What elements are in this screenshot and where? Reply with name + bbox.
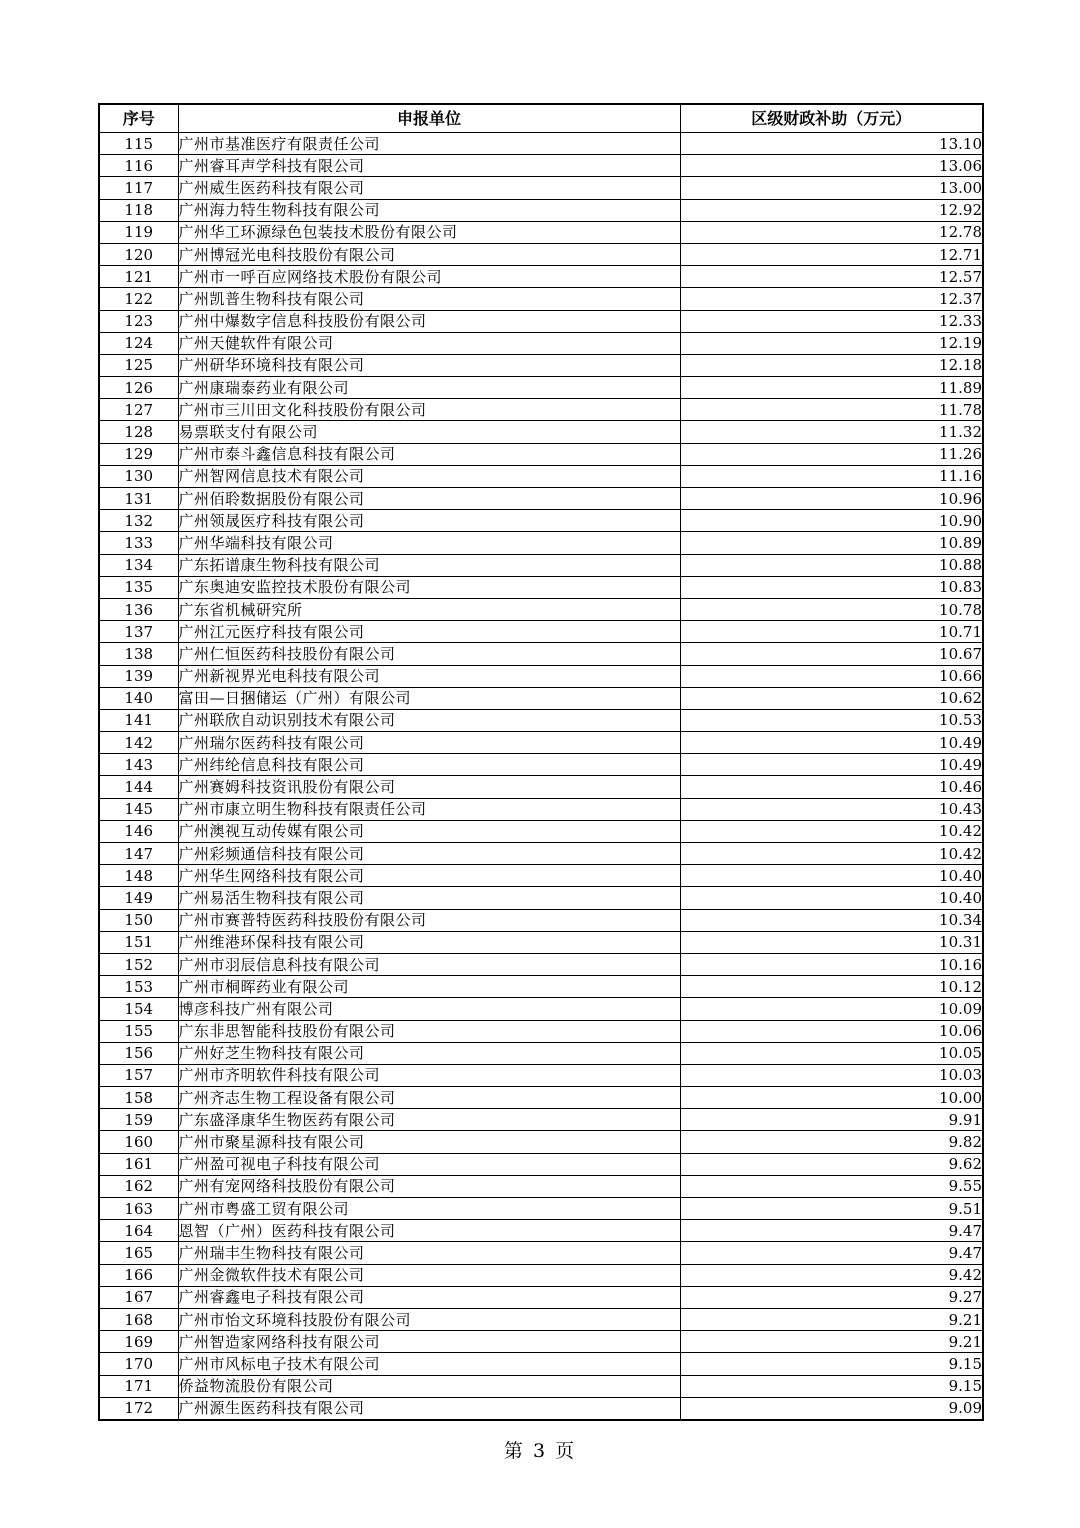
table-row xyxy=(99,865,983,887)
applicant-unit-cell: 广州领晟医疗科技有限公司 xyxy=(178,510,680,532)
applicant-unit-cell: 广州瑞丰生物科技有限公司 xyxy=(178,1242,680,1264)
subsidy-amount-cell: 11.89 xyxy=(680,377,983,399)
serial-number-cell: 126 xyxy=(99,377,178,399)
table-row xyxy=(99,488,983,510)
subsidy-amount-cell: 10.31 xyxy=(680,931,983,953)
subsidy-amount-cell: 13.00 xyxy=(680,177,983,199)
applicant-unit-cell: 广州市怡文环境科技股份有限公司 xyxy=(178,1308,680,1330)
subsidy-amount-cell: 9.91 xyxy=(680,1109,983,1131)
serial-number-cell: 129 xyxy=(99,443,178,465)
table-row xyxy=(99,798,983,820)
subsidy-amount-cell: 11.16 xyxy=(680,465,983,487)
table-row xyxy=(99,598,983,620)
applicant-unit-cell: 广州博冠光电科技股份有限公司 xyxy=(178,243,680,265)
table-row xyxy=(99,1331,983,1353)
serial-number-cell: 163 xyxy=(99,1198,178,1220)
applicant-unit-cell: 广州市粤盛工贸有限公司 xyxy=(178,1198,680,1220)
serial-number-cell: 153 xyxy=(99,976,178,998)
table-row xyxy=(99,1198,983,1220)
subsidy-amount-cell: 10.78 xyxy=(680,598,983,620)
subsidy-amount-cell: 12.78 xyxy=(680,221,983,243)
applicant-unit-cell: 广州仁恒医药科技股份有限公司 xyxy=(178,643,680,665)
table-row xyxy=(99,732,983,754)
table-row xyxy=(99,909,983,931)
table-row xyxy=(99,687,983,709)
subsidy-amount-cell: 10.66 xyxy=(680,665,983,687)
subsidy-amount-cell: 13.10 xyxy=(680,133,983,155)
table-row xyxy=(99,1264,983,1286)
applicant-unit-cell: 广州市齐明软件科技有限公司 xyxy=(178,1064,680,1086)
serial-number-cell: 130 xyxy=(99,465,178,487)
subsidy-amount-cell: 9.27 xyxy=(680,1286,983,1308)
subsidy-amount-cell: 10.42 xyxy=(680,820,983,842)
applicant-unit-cell: 广州源生医药科技有限公司 xyxy=(178,1397,680,1420)
serial-number-cell: 157 xyxy=(99,1064,178,1086)
serial-number-cell: 161 xyxy=(99,1153,178,1175)
applicant-unit-cell: 广州睿鑫电子科技有限公司 xyxy=(178,1286,680,1308)
serial-number-cell: 155 xyxy=(99,1020,178,1042)
table-row xyxy=(99,465,983,487)
serial-number-cell: 120 xyxy=(99,243,178,265)
table-row xyxy=(99,665,983,687)
table-row xyxy=(99,199,983,221)
serial-number-cell: 133 xyxy=(99,532,178,554)
applicant-unit-cell: 广州市聚星源科技有限公司 xyxy=(178,1131,680,1153)
applicant-unit-cell: 广州智造家网络科技有限公司 xyxy=(178,1331,680,1353)
table-row xyxy=(99,754,983,776)
applicant-unit-cell: 广东奥迪安监控技术股份有限公司 xyxy=(178,576,680,598)
table-row xyxy=(99,266,983,288)
subsidy-amount-cell: 10.49 xyxy=(680,732,983,754)
serial-number-cell: 117 xyxy=(99,177,178,199)
applicant-unit-cell: 广州澳视互动传媒有限公司 xyxy=(178,820,680,842)
subsidy-amount-cell: 10.06 xyxy=(680,1020,983,1042)
serial-number-cell: 122 xyxy=(99,288,178,310)
applicant-unit-cell: 广东盛泽康华生物医药有限公司 xyxy=(178,1109,680,1131)
table-row xyxy=(99,1042,983,1064)
serial-number-cell: 156 xyxy=(99,1042,178,1064)
applicant-unit-cell: 广州华工环源绿色包装技术股份有限公司 xyxy=(178,221,680,243)
applicant-unit-cell: 广东拓谱康生物科技有限公司 xyxy=(178,554,680,576)
serial-number-cell: 170 xyxy=(99,1353,178,1375)
header-serial-number: 序号 xyxy=(99,104,178,133)
subsidy-amount-cell: 9.21 xyxy=(680,1308,983,1330)
serial-number-cell: 140 xyxy=(99,687,178,709)
serial-number-cell: 128 xyxy=(99,421,178,443)
subsidy-amount-cell: 10.16 xyxy=(680,953,983,975)
table-row xyxy=(99,399,983,421)
subsidy-amount-cell: 10.12 xyxy=(680,976,983,998)
serial-number-cell: 137 xyxy=(99,621,178,643)
applicant-unit-cell: 广州睿耳声学科技有限公司 xyxy=(178,155,680,177)
subsidy-amount-cell: 11.78 xyxy=(680,399,983,421)
applicant-unit-cell: 广州市康立明生物科技有限责任公司 xyxy=(178,798,680,820)
table-row xyxy=(99,1064,983,1086)
serial-number-cell: 147 xyxy=(99,843,178,865)
subsidy-table xyxy=(98,103,984,1421)
subsidy-amount-cell: 12.33 xyxy=(680,310,983,332)
subsidy-amount-cell: 10.62 xyxy=(680,687,983,709)
subsidy-amount-cell: 9.15 xyxy=(680,1353,983,1375)
subsidy-amount-cell: 12.19 xyxy=(680,332,983,354)
subsidy-amount-cell: 12.71 xyxy=(680,243,983,265)
table-row xyxy=(99,1153,983,1175)
table-row xyxy=(99,1220,983,1242)
subsidy-amount-cell: 10.89 xyxy=(680,532,983,554)
subsidy-amount-cell: 10.03 xyxy=(680,1064,983,1086)
table-row xyxy=(99,133,983,155)
subsidy-amount-cell: 12.37 xyxy=(680,288,983,310)
table-row xyxy=(99,443,983,465)
applicant-unit-cell: 广州市基准医疗有限责任公司 xyxy=(178,133,680,155)
subsidy-amount-cell: 10.09 xyxy=(680,998,983,1020)
subsidy-amount-cell: 10.90 xyxy=(680,510,983,532)
applicant-unit-cell: 广州市赛普特医药科技股份有限公司 xyxy=(178,909,680,931)
subsidy-amount-cell: 10.05 xyxy=(680,1042,983,1064)
subsidy-amount-cell: 9.47 xyxy=(680,1242,983,1264)
subsidy-amount-cell: 10.43 xyxy=(680,798,983,820)
subsidy-amount-cell: 9.09 xyxy=(680,1397,983,1420)
applicant-unit-cell: 广州市风标电子技术有限公司 xyxy=(178,1353,680,1375)
serial-number-cell: 125 xyxy=(99,354,178,376)
applicant-unit-cell: 广州威生医药科技有限公司 xyxy=(178,177,680,199)
serial-number-cell: 124 xyxy=(99,332,178,354)
subsidy-amount-cell: 9.82 xyxy=(680,1131,983,1153)
table-row xyxy=(99,621,983,643)
serial-number-cell: 115 xyxy=(99,133,178,155)
subsidy-amount-cell: 9.47 xyxy=(680,1220,983,1242)
table-row xyxy=(99,332,983,354)
applicant-unit-cell: 广州市一呼百应网络技术股份有限公司 xyxy=(178,266,680,288)
page-number: 第 3 页 xyxy=(503,1440,577,1462)
table-row xyxy=(99,931,983,953)
applicant-unit-cell: 广州华端科技有限公司 xyxy=(178,532,680,554)
applicant-unit-cell: 富田—日捆储运（广州）有限公司 xyxy=(178,687,680,709)
serial-number-cell: 162 xyxy=(99,1175,178,1197)
applicant-unit-cell: 侨益物流股份有限公司 xyxy=(178,1375,680,1397)
subsidy-amount-cell: 9.15 xyxy=(680,1375,983,1397)
applicant-unit-cell: 广州纬纶信息科技有限公司 xyxy=(178,754,680,776)
applicant-unit-cell: 广州中爆数字信息科技股份有限公司 xyxy=(178,310,680,332)
applicant-unit-cell: 博彦科技广州有限公司 xyxy=(178,998,680,1020)
table-row xyxy=(99,976,983,998)
subsidy-amount-cell: 10.34 xyxy=(680,909,983,931)
table-header-row xyxy=(99,104,983,133)
serial-number-cell: 144 xyxy=(99,776,178,798)
applicant-unit-cell: 广州市桐晖药业有限公司 xyxy=(178,976,680,998)
table-row xyxy=(99,1109,983,1131)
serial-number-cell: 158 xyxy=(99,1087,178,1109)
subsidy-amount-cell: 10.88 xyxy=(680,554,983,576)
applicant-unit-cell: 广州华生网络科技有限公司 xyxy=(178,865,680,887)
subsidy-amount-cell: 10.42 xyxy=(680,843,983,865)
subsidy-amount-cell: 10.49 xyxy=(680,754,983,776)
table-row xyxy=(99,1242,983,1264)
serial-number-cell: 171 xyxy=(99,1375,178,1397)
table-row xyxy=(99,377,983,399)
header-subsidy-amount: 区级财政补助（万元） xyxy=(680,104,983,133)
applicant-unit-cell: 广州瑞尔医药科技有限公司 xyxy=(178,732,680,754)
subsidy-amount-cell: 9.51 xyxy=(680,1198,983,1220)
applicant-unit-cell: 广州江元医疗科技有限公司 xyxy=(178,621,680,643)
applicant-unit-cell: 恩智（广州）医药科技有限公司 xyxy=(178,1220,680,1242)
subsidy-amount-cell: 9.42 xyxy=(680,1264,983,1286)
serial-number-cell: 167 xyxy=(99,1286,178,1308)
table-body xyxy=(99,133,983,1420)
serial-number-cell: 143 xyxy=(99,754,178,776)
serial-number-cell: 134 xyxy=(99,554,178,576)
subsidy-amount-cell: 12.18 xyxy=(680,354,983,376)
applicant-unit-cell: 广州研华环境科技有限公司 xyxy=(178,354,680,376)
subsidy-amount-cell: 11.26 xyxy=(680,443,983,465)
applicant-unit-cell: 广州康瑞泰药业有限公司 xyxy=(178,377,680,399)
applicant-unit-cell: 易票联支付有限公司 xyxy=(178,421,680,443)
applicant-unit-cell: 广州智网信息技术有限公司 xyxy=(178,465,680,487)
serial-number-cell: 154 xyxy=(99,998,178,1020)
subsidy-amount-cell: 12.92 xyxy=(680,199,983,221)
serial-number-cell: 141 xyxy=(99,709,178,731)
table-row xyxy=(99,1087,983,1109)
serial-number-cell: 159 xyxy=(99,1109,178,1131)
serial-number-cell: 148 xyxy=(99,865,178,887)
table-row xyxy=(99,709,983,731)
serial-number-cell: 127 xyxy=(99,399,178,421)
subsidy-amount-cell: 12.57 xyxy=(680,266,983,288)
subsidy-amount-cell: 9.21 xyxy=(680,1331,983,1353)
serial-number-cell: 169 xyxy=(99,1331,178,1353)
table-row xyxy=(99,998,983,1020)
serial-number-cell: 119 xyxy=(99,221,178,243)
serial-number-cell: 165 xyxy=(99,1242,178,1264)
serial-number-cell: 142 xyxy=(99,732,178,754)
applicant-unit-cell: 广州盈可视电子科技有限公司 xyxy=(178,1153,680,1175)
serial-number-cell: 118 xyxy=(99,199,178,221)
subsidy-amount-cell: 10.00 xyxy=(680,1087,983,1109)
serial-number-cell: 151 xyxy=(99,931,178,953)
serial-number-cell: 160 xyxy=(99,1131,178,1153)
serial-number-cell: 149 xyxy=(99,887,178,909)
applicant-unit-cell: 广州市三川田文化科技股份有限公司 xyxy=(178,399,680,421)
table-row xyxy=(99,1353,983,1375)
serial-number-cell: 136 xyxy=(99,598,178,620)
table-row xyxy=(99,510,983,532)
serial-number-cell: 139 xyxy=(99,665,178,687)
applicant-unit-cell: 广州新视界光电科技有限公司 xyxy=(178,665,680,687)
applicant-unit-cell: 广州彩频通信科技有限公司 xyxy=(178,843,680,865)
subsidy-amount-cell: 10.40 xyxy=(680,887,983,909)
applicant-unit-cell: 广州联欣自动识别技术有限公司 xyxy=(178,709,680,731)
serial-number-cell: 131 xyxy=(99,488,178,510)
applicant-unit-cell: 广州易活生物科技有限公司 xyxy=(178,887,680,909)
serial-number-cell: 164 xyxy=(99,1220,178,1242)
applicant-unit-cell: 广州凯普生物科技有限公司 xyxy=(178,288,680,310)
applicant-unit-cell: 广州有宠网络科技股份有限公司 xyxy=(178,1175,680,1197)
serial-number-cell: 150 xyxy=(99,909,178,931)
table-row xyxy=(99,1308,983,1330)
table-row xyxy=(99,887,983,909)
table-row xyxy=(99,1375,983,1397)
table-row xyxy=(99,820,983,842)
serial-number-cell: 116 xyxy=(99,155,178,177)
serial-number-cell: 123 xyxy=(99,310,178,332)
table-row xyxy=(99,1131,983,1153)
serial-number-cell: 145 xyxy=(99,798,178,820)
subsidy-amount-cell: 10.67 xyxy=(680,643,983,665)
serial-number-cell: 152 xyxy=(99,953,178,975)
header-applicant-unit: 申报单位 xyxy=(178,104,680,133)
table-row xyxy=(99,310,983,332)
serial-number-cell: 138 xyxy=(99,643,178,665)
table-row xyxy=(99,1175,983,1197)
applicant-unit-cell: 广州佰聆数据股份有限公司 xyxy=(178,488,680,510)
table-row xyxy=(99,643,983,665)
subsidy-amount-cell: 13.06 xyxy=(680,155,983,177)
serial-number-cell: 172 xyxy=(99,1397,178,1420)
applicant-unit-cell: 广州赛姆科技资讯股份有限公司 xyxy=(178,776,680,798)
applicant-unit-cell: 广东非思智能科技股份有限公司 xyxy=(178,1020,680,1042)
applicant-unit-cell: 广州维港环保科技有限公司 xyxy=(178,931,680,953)
serial-number-cell: 146 xyxy=(99,820,178,842)
applicant-unit-cell: 广州天健软件有限公司 xyxy=(178,332,680,354)
applicant-unit-cell: 广州金微软件技术有限公司 xyxy=(178,1264,680,1286)
table-row xyxy=(99,155,983,177)
subsidy-amount-cell: 10.83 xyxy=(680,576,983,598)
table-row xyxy=(99,953,983,975)
table-row xyxy=(99,576,983,598)
applicant-unit-cell: 广州好芝生物科技有限公司 xyxy=(178,1042,680,1064)
table-row xyxy=(99,776,983,798)
table-row xyxy=(99,1286,983,1308)
subsidy-amount-cell: 11.32 xyxy=(680,421,983,443)
subsidy-amount-cell: 10.96 xyxy=(680,488,983,510)
serial-number-cell: 121 xyxy=(99,266,178,288)
subsidy-amount-cell: 10.71 xyxy=(680,621,983,643)
serial-number-cell: 135 xyxy=(99,576,178,598)
table-row xyxy=(99,243,983,265)
applicant-unit-cell: 广州齐志生物工程设备有限公司 xyxy=(178,1087,680,1109)
table-row xyxy=(99,221,983,243)
subsidy-amount-cell: 9.55 xyxy=(680,1175,983,1197)
serial-number-cell: 168 xyxy=(99,1308,178,1330)
table-row xyxy=(99,421,983,443)
table-row xyxy=(99,177,983,199)
table-row xyxy=(99,554,983,576)
table-row xyxy=(99,1020,983,1042)
subsidy-amount-cell: 10.46 xyxy=(680,776,983,798)
table-row xyxy=(99,843,983,865)
applicant-unit-cell: 广州海力特生物科技有限公司 xyxy=(178,199,680,221)
table-row xyxy=(99,532,983,554)
applicant-unit-cell: 广州市羽辰信息科技有限公司 xyxy=(178,953,680,975)
table-row xyxy=(99,288,983,310)
subsidy-amount-cell: 9.62 xyxy=(680,1153,983,1175)
subsidy-amount-cell: 10.40 xyxy=(680,865,983,887)
serial-number-cell: 166 xyxy=(99,1264,178,1286)
applicant-unit-cell: 广东省机械研究所 xyxy=(178,598,680,620)
subsidy-amount-cell: 10.53 xyxy=(680,709,983,731)
table-row xyxy=(99,1397,983,1420)
serial-number-cell: 132 xyxy=(99,510,178,532)
table-row xyxy=(99,354,983,376)
applicant-unit-cell: 广州市泰斗鑫信息科技有限公司 xyxy=(178,443,680,465)
